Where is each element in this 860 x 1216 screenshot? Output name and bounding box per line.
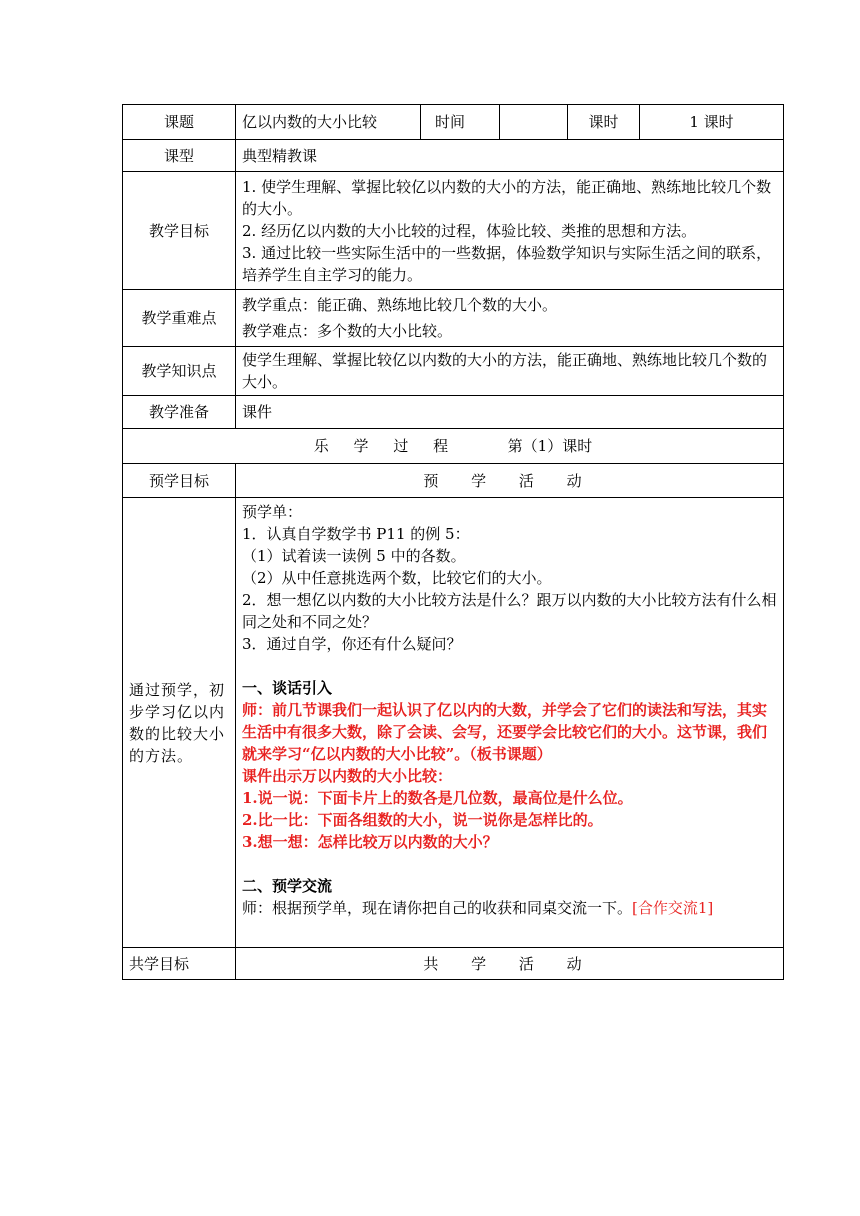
sheet-item: 2．想一想亿以内数的大小比较方法是什么？跟万以内数的大小比较方法有什么相同之处和不同之处？ [242, 591, 777, 631]
section2-text: 师：根据预学单，现在请你把自己的收获和同桌交流一下。 [242, 899, 633, 917]
section2-tag: [合作交流1] [632, 899, 714, 917]
objective-item: 3. 通过比较一些实际生活中的一些数据，体验数学知识与实际生活之间的联系，培养学生自主学习的能力。 [242, 243, 772, 284]
prestudy-body-row [123, 498, 784, 948]
topic-label: 课题 [123, 105, 236, 140]
sheet-title: 预学单： [242, 503, 303, 521]
sheet-item: 3．通过自学，你还有什么疑问？ [242, 635, 462, 653]
prestudy-activity-header: 预 学 活 动 [236, 464, 784, 498]
time-label: 时间 [421, 105, 500, 140]
key-points-content [236, 290, 784, 347]
type-value: 典型精教课 [236, 140, 784, 172]
time-value [500, 105, 568, 140]
type-label: 课型 [123, 140, 236, 172]
knowledge-label: 教学知识点 [123, 347, 236, 396]
knowledge-value: 使学生理解、掌握比较亿以内数的大小的方法，能正确地、熟练地比较几个数的大小。 [236, 347, 784, 396]
task-compare: 2.比一比：下面各组数的大小，说一说你是怎样比的。 [242, 811, 603, 829]
key-difficulty: 教学难点：多个数的大小比较。 [242, 322, 453, 340]
courseware-note: 课件出示万以内数的大小比较： [242, 767, 453, 785]
prep-value: 课件 [236, 396, 784, 429]
topic-value: 亿以内数的大小比较 [236, 105, 421, 140]
prestudy-activity [236, 498, 784, 948]
prestudy-header-row [123, 464, 784, 498]
teacher-intro: 师：前几节课我们一起认识了亿以内的大数，并学会了它们的读法和写法，其实生活中有很多大数，除了会读、会写，还要学会比较它们的大小。这节课，我们就来学习“亿以内数的大小比较”。（板书课题） [242, 701, 768, 763]
knowledge-row [123, 347, 784, 396]
process-lesson: 第（1）课时 [507, 437, 593, 455]
objectives-content [236, 172, 784, 290]
lesson-plan-table [122, 104, 784, 980]
header-row [123, 105, 784, 140]
section2-paragraph [242, 897, 777, 919]
sheet-item: （1）试着读一读例 5 中的各数。 [242, 547, 466, 565]
prep-label: 教学准备 [123, 396, 236, 429]
costudy-header-row [123, 948, 784, 980]
key-focus: 教学重点：能正确、熟练地比较几个数的大小。 [242, 296, 558, 314]
costudy-label: 共学目标 [123, 948, 236, 980]
objective-item: 1. 使学生理解、掌握比较亿以内数的大小的方法，能正确地、熟练地比较几个数的大小。 [242, 177, 772, 218]
task-think: 3.想一想：怎样比较万以内数的大小？ [242, 833, 498, 851]
prestudy-goal: 通过预学，初步学习亿以内数的比较大小的方法。 [123, 498, 236, 948]
type-row [123, 140, 784, 172]
objectives-label: 教学目标 [123, 172, 236, 290]
process-header [123, 429, 784, 464]
process-title: 乐 学 过 程 [313, 437, 459, 455]
objective-item: 2. 经历亿以内数的大小比较的过程，体验比较、类推的思想和方法。 [242, 221, 697, 240]
period-value: 1 课时 [640, 105, 784, 140]
prestudy-label: 预学目标 [123, 464, 236, 498]
sheet-item: （2）从中任意挑选两个数，比较它们的大小。 [242, 569, 552, 587]
section2-title: 二、预学交流 [242, 877, 333, 895]
key-points-label: 教学重难点 [123, 290, 236, 347]
process-row [123, 429, 784, 464]
section1-title: 一、谈话引入 [242, 679, 333, 697]
sheet-item: 1．认真自学数学书 P11 的例 5： [242, 525, 470, 543]
costudy-activity-header: 共 学 活 动 [236, 948, 784, 980]
key-points-row [123, 290, 784, 347]
task-say: 1.说一说：下面卡片上的数各是几位数，最高位是什么位。 [242, 789, 633, 807]
prep-row [123, 396, 784, 429]
objectives-row [123, 172, 784, 290]
period-label: 课时 [568, 105, 640, 140]
